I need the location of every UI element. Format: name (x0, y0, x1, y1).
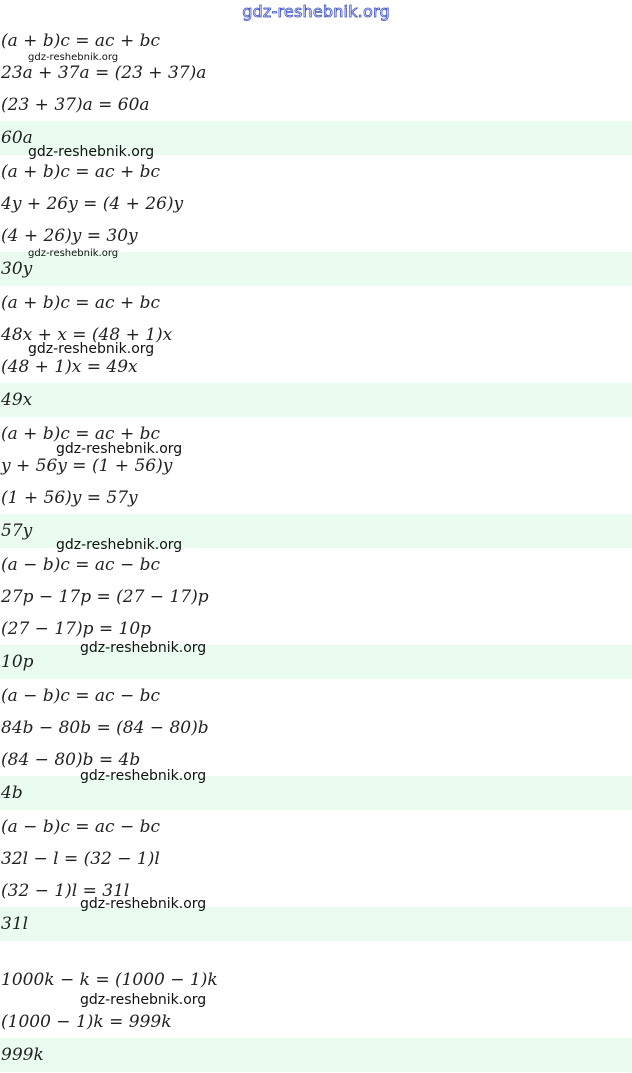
equation-line: (a − b)c = ac − bc (1, 686, 161, 706)
watermark-text: gdz-reshebnik.org (80, 768, 207, 784)
equation-line: 32l − l = (32 − 1)l (1, 849, 160, 869)
equation-line: (84 − 80)b = 4b (1, 750, 141, 770)
equation-line: (a + b)c = ac + bc (1, 162, 161, 182)
watermark-text: gdz-reshebnik.org (28, 52, 119, 63)
answer-line: 30y (0, 252, 632, 286)
answer-line: 57y (0, 514, 632, 548)
answer-line: 4b (0, 776, 632, 810)
watermark-text: gdz-reshebnik.org (80, 896, 207, 912)
site-watermark-header: gdz-reshebnik.org (242, 2, 390, 21)
watermark-text: gdz-reshebnik.org (28, 341, 155, 357)
equation-line: (1 + 56)y = 57y (1, 488, 138, 508)
equation-line: (32 − 1)l = 31l (1, 881, 130, 901)
equation-line: (a − b)c = ac − bc (1, 817, 161, 837)
equation-line: 4y + 26y = (4 + 26)y (1, 194, 184, 214)
answer-line: 31l (0, 907, 632, 941)
answer-line: 999k (0, 1038, 632, 1072)
equation-line: y + 56y = (1 + 56)y (1, 456, 173, 476)
equation-line: (a + b)c = ac + bc (1, 31, 161, 51)
watermark-text: gdz-reshebnik.org (56, 441, 183, 457)
watermark-text: gdz-reshebnik.org (80, 640, 207, 656)
watermark-text: gdz-reshebnik.org (28, 248, 119, 259)
equation-line: (48 + 1)x = 49x (1, 357, 138, 377)
equation-line: (23 + 37)a = 60a (1, 95, 150, 115)
equation-line: 48x + x = (48 + 1)x (1, 325, 173, 345)
equation-line: (4 + 26)y = 30y (1, 226, 138, 246)
equation-line: 84b − 80b = (84 − 80)b (1, 718, 209, 738)
equation-line: (a + b)c = ac + bc (1, 424, 161, 444)
equation-line: 27p − 17p = (27 − 17)p (1, 587, 209, 607)
watermark-text: gdz-reshebnik.org (80, 992, 207, 1008)
answer-line: 60a (0, 121, 632, 155)
watermark-text: gdz-reshebnik.org (56, 537, 183, 553)
equation-line: (1000 − 1)k = 999k (1, 1012, 172, 1032)
watermark-text: gdz-reshebnik.org (28, 144, 155, 160)
answer-line: 10p (0, 645, 632, 679)
answer-line: 49x (0, 383, 632, 417)
equation-line: 1000k − k = (1000 − 1)k (1, 970, 218, 990)
equation-line: 23a + 37a = (23 + 37)a (1, 63, 207, 83)
equation-line: (27 − 17)p = 10p (1, 619, 152, 639)
equation-line: (a + b)c = ac + bc (1, 293, 161, 313)
equation-line: (a − b)c = ac − bc (1, 555, 161, 575)
